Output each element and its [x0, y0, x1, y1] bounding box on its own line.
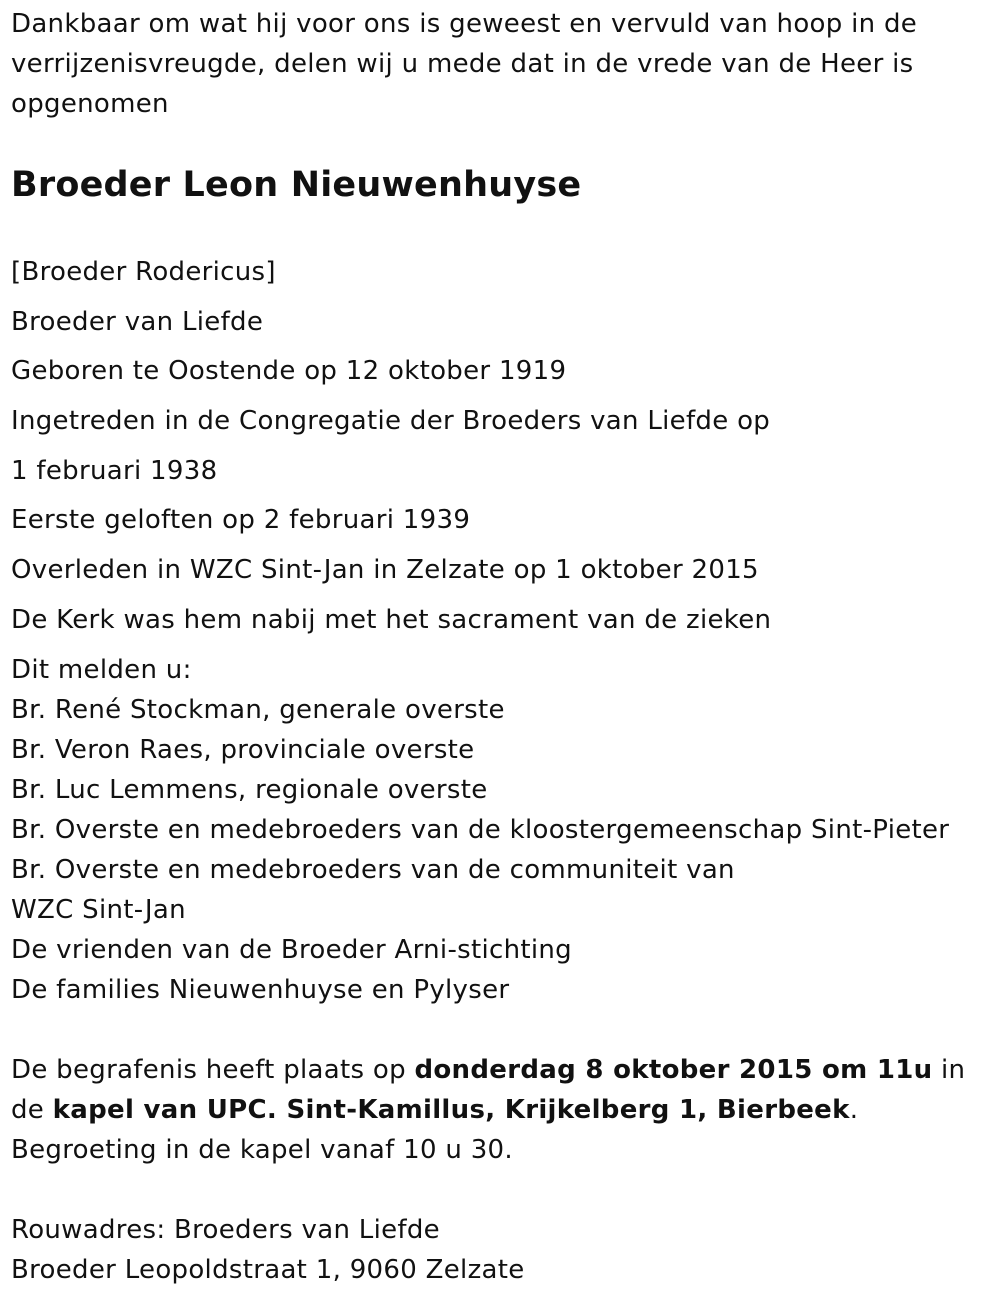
order-membership: Broeder van Liefde [11, 306, 264, 337]
list-item: De vrienden van de Broeder Arni-stichting [11, 935, 572, 965]
funeral-suffix: . Begroeting in de kapel vanaf 10 u 30. [11, 1095, 859, 1165]
entry-date: 1 februari 1938 [11, 455, 218, 486]
mourning-address [11, 1210, 525, 1290]
vows-line: Eerste geloften op 2 februari 1939 [11, 505, 471, 536]
mourners-list [11, 650, 949, 1010]
funeral-datetime: donderdag 8 oktober 2015 om 11u [414, 1055, 933, 1085]
list-item: Br. Veron Raes, provinciale overste [11, 735, 475, 765]
details-list [11, 248, 771, 646]
intro-text: Dankbaar om wat hij voor ons is geweest en vervuld van hoop in de verrijzenisvreugde, delen wij u mede dat in de vrede van de Heer is opgenomen [11, 9, 918, 119]
mourners-heading: Dit melden u: [11, 655, 192, 685]
funeral-location: kapel van UPC. Sint-Kamillus, Krijkelberg 1, Bierbeek [52, 1095, 850, 1125]
birth-line: Geboren te Oostende op 12 oktober 1919 [11, 356, 567, 387]
sacrament-line: De Kerk was hem nabij met het sacrament van de zieken [11, 604, 772, 635]
death-line: Overleden in WZC Sint-Jan in Zelzate op 1 oktober 2015 [11, 555, 759, 586]
list-item: WZC Sint-Jan [11, 895, 186, 925]
list-item: Br. Overste en medebroeders van de communiteit van [11, 855, 735, 885]
address-line: Rouwadres: Broeders van Liefde [11, 1215, 440, 1245]
list-item: De families Nieuwenhuyse en Pylyser [11, 975, 510, 1005]
list-item: Br. Overste en medebroeders van de kloostergemeenschap Sint-Pieter [11, 815, 950, 845]
entry-line: Ingetreden in de Congregatie der Broeders van Liefde op [11, 406, 771, 437]
funeral-paragraph [11, 1050, 986, 1170]
address-line: Broeder Leopoldstraat 1, 9060 Zelzate [11, 1255, 525, 1285]
list-item: Br. Luc Lemmens, regionale overste [11, 775, 488, 805]
list-item: Br. René Stockman, generale overste [11, 695, 505, 725]
religious-name: [Broeder Rodericus] [11, 257, 276, 287]
funeral-prefix: De begrafenis heeft plaats op [11, 1055, 415, 1085]
funeral-middle: in de [11, 1055, 966, 1125]
deceased-name: Broeder Leon Nieuwenhuyse [11, 165, 582, 205]
